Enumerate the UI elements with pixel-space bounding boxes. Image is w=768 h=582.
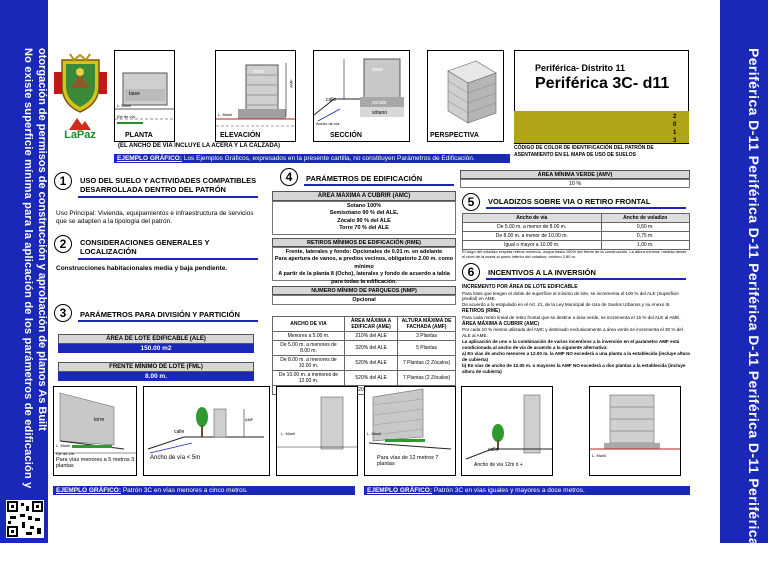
nmp-label: NUMERO MÍNIMO DE PARQUEOS (NMP) [272, 286, 456, 295]
example-2-drawing [144, 387, 269, 475]
color-code-note: CÓDIGO DE COLOR DE IDENTIFICACIÓN DEL PATRÓN DE ASENTAMIENTO EN EL MAPA DE USO DE SUELOS [514, 145, 654, 158]
rme-box [272, 247, 456, 285]
page-title: Periférica 3C- d11 [535, 75, 670, 92]
example-bottom-bar-1 [53, 486, 355, 495]
example-top-text: Los Ejemplos Gráficos, expresados en la presente cartilla, no constituyen Parámetros de Edificación. [183, 155, 475, 162]
elevacion-view [215, 50, 296, 142]
incentivo-line-1: INCREMENTO POR ÁREA DE LOTE EDIFICABLE [462, 284, 578, 290]
ancho-caption: (EL ANCHO DE VIA INCLUYE LA ACERA Y LA CALZADA) [118, 143, 281, 149]
ex1-torre-label: torre [94, 417, 105, 423]
ale-value: 150.00 m2 [58, 344, 254, 353]
section-1-title: USO DEL SUELO Y ACTIVIDADES COMPATIBLES DESARROLLADA DENTRO DEL PATRÓN [80, 176, 257, 194]
rme-line-3: A partir de la planta 8 (Ocho), laterales y fondo de acuerdo a tabla para todas la edificación. [278, 271, 450, 285]
incentivo-line-3: De acuerdo a lo estipulado en el Art. 21, de la Ley Municipal de Uso de Suelos Urbanos y su Anexo III. [462, 302, 671, 308]
perspectiva-drawing [428, 51, 503, 131]
amv-value: 10 % [460, 179, 690, 188]
ex4-lmuni-label: L. Munil [367, 431, 382, 436]
section-4-number: 4 [280, 168, 298, 186]
table-row: Menores a 5.00 m. 210% del ALE 3 Plantas [273, 332, 456, 341]
fml-value: 8.00 m. [58, 372, 254, 381]
table-row: 520% [273, 386, 456, 395]
example-bottom-1-label: EJEMPLO GRÁFICO: [56, 487, 122, 494]
example-2-caption: Ancho de vía < 5m [150, 455, 201, 461]
example-3-frame [276, 386, 358, 476]
planta-lmuni-label: L. Munil [117, 103, 132, 108]
voladizo-note: El largo del voladizo respeta retiros mínimos, ocupa hasta 100% del frente de la construcción. La altura mínima, medida desde el nivel de la acera al punto inferior del voladizo: mínimo 2.80 m. [462, 249, 687, 260]
section-2-body: Construcciones habitacionales media y baja pendiente. [56, 265, 228, 272]
table-row: De 10.00 m. a menores de 12.00 m. 520% del ALE 7 Plantas (2 Zócalos) [273, 371, 456, 386]
elev-amf-label: AMF [288, 79, 294, 88]
rme-line-2: Para apertura de vanos, a predios vecinos, obligatorio 2.00 m. como mínimo [274, 256, 454, 270]
rme-line-1: Frente, laterales y fondo: Opcionales de 0.01 m. en adelante [285, 249, 443, 255]
sec-base-label: base [372, 67, 383, 73]
seccion-view [313, 50, 410, 142]
example-3-caption: Para vías de 12 metros 7 plantas [377, 455, 439, 467]
section-2-number: 2 [54, 235, 72, 253]
section-3-underline [78, 320, 258, 322]
section-1-body: Uso Principal: Vivienda, equipamientos e infraestructura de servicios que se adapten a la tipología del patrón. [56, 210, 254, 226]
incentivo-line-6: ÁREA MÁXIMA A CUBRIR (AMC) [462, 320, 540, 327]
voladizo-table [462, 213, 690, 250]
section-4-underline [304, 184, 454, 186]
example-bottom-2-text: Patrón 3C en vías iguales y mayores a doce metros. [433, 487, 585, 494]
year-digits: 2 0 1 3 [673, 114, 677, 144]
example-bottom-1-text: Patrón 3C en vías menores a cinco metros. [122, 487, 248, 494]
planta-eje-label: Eje de vía [117, 114, 135, 119]
ex2-amf-label: AMF [245, 417, 254, 422]
section-4-title: PARÁMETROS DE EDIFICACIÓN [306, 174, 423, 183]
rme-label: RETIROS MÍNIMOS DE EDIFICACIÓN (RME) [272, 238, 456, 247]
example-bottom-bar-2 [364, 486, 690, 495]
example-1-frame [53, 386, 137, 476]
ale-label: ÁREA DE LOTE EDIFICABLE (ALE) [58, 334, 254, 344]
ex1-eje-label: Eje de vía [56, 451, 74, 456]
section-5-underline [486, 207, 686, 209]
side-title: Periférica D-11 Periférica D-11 Periférica D-11 Periférica D-11 Periférica D-11 [746, 48, 762, 582]
side-note-line-1: No existe superficie mínima para la aplicación de los parámetros de edificación y [22, 48, 34, 489]
table-row: Igual o mayor a 10.00 m. 1,00 m. [463, 241, 690, 250]
amc-line-3: Zócalo 90 % del ALE [337, 217, 391, 224]
section-1-number: 1 [54, 172, 72, 190]
incentivo-line-9: a) En vías de ancho menores a 12.00 m. la AMF NO excederá a una planta a la establecida (incluye altura de cubierta) [462, 351, 690, 363]
sec-zocalo-label: zocalo [372, 100, 387, 106]
table-row: De 5.00 m. a menores de 8.00 m. 320% del ALE 5 Plantas [273, 341, 456, 356]
amc-label: ÁREA MÁXIMA A CUBRIR (AMC) [272, 191, 456, 201]
incentivos-body [462, 284, 690, 375]
perspectiva-view [427, 50, 504, 142]
incentivo-line-4: RETIROS (RME) [462, 308, 501, 315]
example-2-frame [143, 386, 270, 476]
qr-code-icon [6, 500, 44, 538]
ex6-lmuni-label: L. Munil [592, 453, 607, 458]
elev-lmuni-label: L. Munil [218, 112, 233, 117]
voladizo-table-header: Ancho de vía Ancho de voladizo [463, 214, 690, 223]
ame-table-header: ANCHO DE VIA ÁREA MÁXIMA A EDIFICAR (AME) ALTURA MÁXIMA DE FACHADA (AMF) [273, 317, 456, 332]
district-label: Periférica- Distrito 11 [535, 63, 626, 73]
ame-table [272, 316, 456, 395]
example-6-frame [589, 386, 681, 476]
ex5-calle-label: calle [488, 447, 499, 453]
left-side-bar [0, 0, 48, 543]
example-4-frame [364, 386, 456, 476]
section-2-title: CONSIDERACIONES GENERALES Y LOCALIZACIÓN [80, 238, 210, 256]
ex3-lmuni-label: L. Munil [281, 431, 296, 436]
section-3-number: 3 [54, 304, 72, 322]
elevacion-drawing [216, 51, 295, 131]
example-top-label: EJEMPLO GRÁFICO: [117, 155, 183, 162]
table-row: De 5.00 m. a menor de 8.00 m. 0,50 m. [463, 223, 690, 232]
nmp-value: Opcional [272, 295, 456, 305]
section-5-number: 5 [462, 193, 480, 211]
incentivo-line-5: Para cada metro lineal de retiro frontal que se destine a área verde, se incrementa el 15 % del ALE al AME. [462, 314, 681, 320]
incentivo-line-2: Para lotes que tengan el doble de superficie al mínimo de lote, se incrementa el 100 % del ALE (Superficie predial) en AME. [462, 290, 679, 302]
ex2-calle-label: calle [174, 429, 185, 435]
elev-torre-label: torre [254, 69, 265, 75]
seccion-label: SECCIÓN [330, 132, 362, 139]
table-row: De 8.00 m. a menores de 10.00 m. 520% del ALE 7 Plantas (2 Zócalos) [273, 356, 456, 371]
example-bottom-2-label: EJEMPLO GRÁFICO: [367, 487, 433, 494]
fml-label: FRENTE MÍNIMO DE LOTE (FML) [58, 362, 254, 372]
section-6-title: INCENTIVOS A LA INVERSIÓN [488, 268, 596, 277]
incentivo-line-7: Por cada 10 % menos utilizado del AMC y destinado exclusivamente a área verde se incrementa el 30 % del ALE al AME. [462, 327, 683, 339]
planta-drawing [115, 51, 174, 131]
sec-ancho-label: Ancho de vía [316, 121, 340, 126]
example-4-caption: Ancho de vía 12m ó + [474, 462, 523, 468]
incentivo-line-8: La aplicación de uno o la combinación de varios incentivos a la inversión en el parámetro AMF está condicionada al ancho de vía de acuerdo a la siguiente alternativa: [462, 339, 680, 351]
planta-base-label: base [129, 91, 140, 97]
planta-label: PLANTA [125, 132, 153, 139]
section-2-underline [78, 258, 258, 260]
mountain-logo-icon [69, 116, 91, 130]
section-6-underline [486, 278, 686, 280]
amc-line-2: Semisótano 90 % del ALE, [329, 210, 399, 217]
table-row: De 8.00 m. a menor de 10.00 m. 0,75 m. [463, 232, 690, 241]
ex1-lmuni-label: L. Munil [56, 443, 71, 448]
example-6-drawing [590, 387, 680, 475]
color-code-swatch [514, 111, 689, 143]
section-3-title: PARÁMETROS PARA DIVISIÓN Y PARTICIÓN [80, 310, 240, 319]
example-5-frame [461, 386, 553, 476]
sec-calle-label: calle [326, 97, 337, 103]
sec-sotano-label: sótano [372, 110, 388, 116]
incentivo-line-10: b) En vías de ancho de 12.00 m. o mayores la AMF NO excederá a dos plantas a la establecida (incluye altura de cubierta) [462, 363, 686, 375]
logo-text: LaPaz [64, 129, 96, 141]
amc-line-1: Sotano 100% [346, 203, 382, 209]
perspectiva-label: PERSPECTIVA [430, 132, 479, 139]
lapaz-logo [54, 116, 106, 146]
section-6-number: 6 [462, 263, 480, 281]
side-note-line-2: otorgación de permisos de construcción y aprobación de planos As Built [36, 48, 48, 431]
planta-view [114, 50, 175, 142]
logo [52, 52, 109, 148]
elevacion-label: ELEVACIÓN [220, 132, 261, 139]
section-1-underline [78, 196, 258, 198]
seccion-drawing [314, 51, 409, 131]
coat-of-arms-icon [52, 52, 109, 122]
amc-line-4: Torre 70 % del ALE [339, 225, 389, 232]
example-1-caption: Para vías menores a 5 metros 3 plantas [56, 457, 135, 469]
amv-label: ÁREA MÍNIMA VERDE (AMV) [460, 170, 690, 179]
header-box [514, 50, 689, 144]
amc-box [272, 201, 456, 235]
section-5-title: VOLADIZOS SOBRE VIA O RETIRO FRONTAL [488, 197, 651, 206]
example-top-bar [114, 154, 510, 163]
